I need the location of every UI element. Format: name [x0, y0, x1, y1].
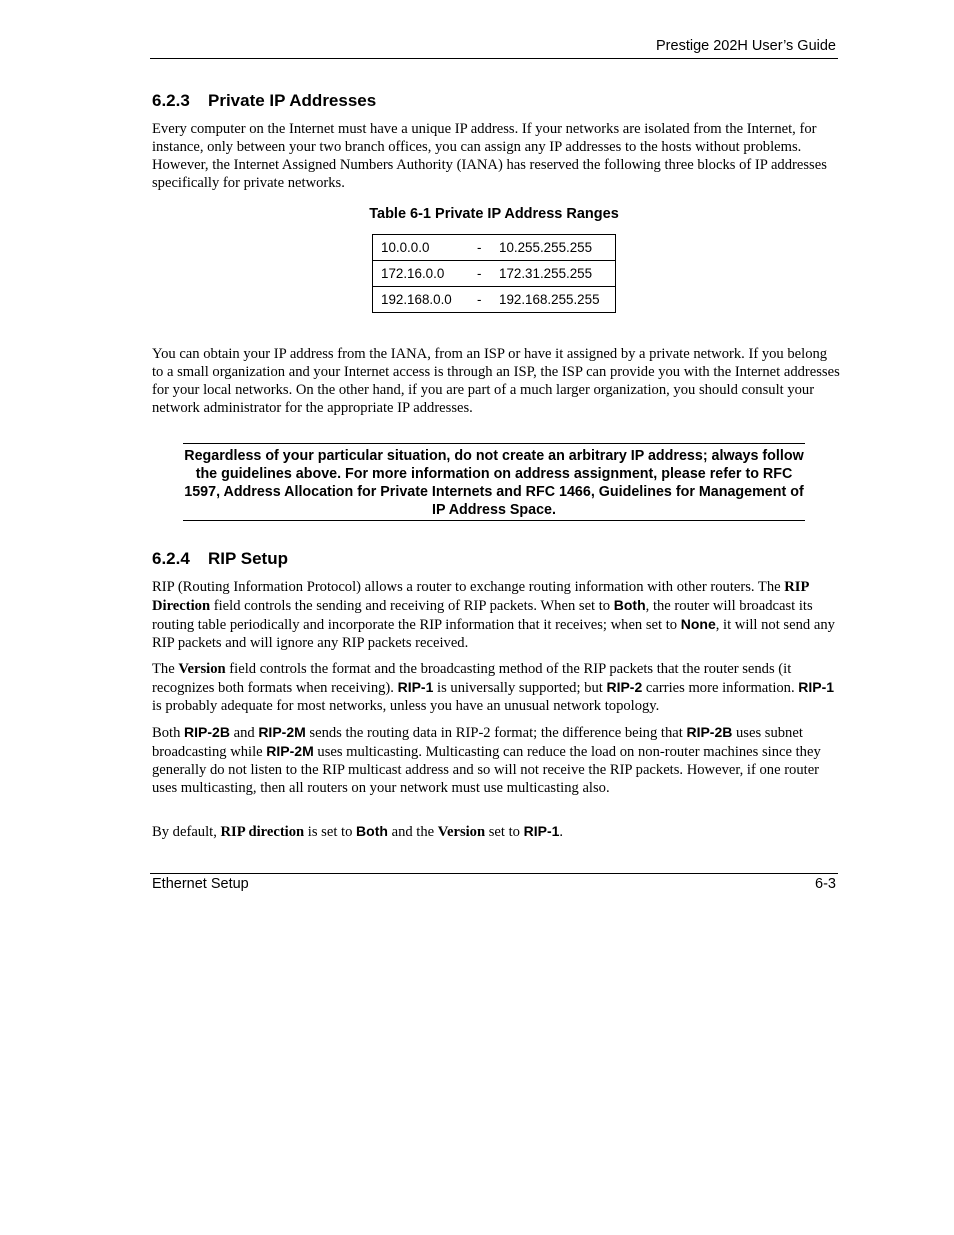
range-end: 172.31.255.255 — [499, 266, 593, 281]
text-run: and the — [387, 824, 438, 840]
range-separator: - — [477, 240, 482, 255]
section-number: 6.2.4 — [152, 549, 190, 568]
rip-2-paragraph — [152, 723, 842, 797]
option-both: Both — [356, 823, 388, 839]
field-name-rip-direction: RIP direction — [220, 824, 305, 840]
option-rip-1: RIP-1 — [798, 679, 835, 696]
text-run: carries more information. — [642, 680, 799, 697]
text-run: and — [229, 725, 259, 741]
header-rule — [150, 58, 838, 59]
field-name-rip-direction: RIP Direction — [152, 579, 809, 615]
footer-chapter-title: Ethernet Setup — [152, 876, 249, 892]
table-row — [373, 261, 616, 287]
text-run: uses multicasting. Multicasting can reduce the load on non-router machines since they generally do not listen to the RIP multicast address and so will not receive the RIP packets. However, if one router uses multicasting, then all routers on your network must use multicasting also. — [152, 744, 821, 797]
option-none: None — [680, 616, 716, 633]
default-paragraph — [152, 822, 842, 841]
text-run: Both — [152, 725, 185, 741]
text-run: is universally supported; but — [433, 680, 607, 697]
intro-paragraph: Every computer on the Internet must have a unique IP address. If your networks are isolated from the Internet, for instance, only between your two branch offices, you can assign any IP addresses to the hosts without problems. However, the Internet Assigned Numbers Authority (IANA) has reserved the following three blocks of IP addresses specifically for private networks. — [152, 121, 827, 192]
option-rip-2m: RIP-2M — [258, 724, 306, 740]
range-start: 10.0.0.0 — [381, 240, 430, 255]
option-rip-2m: RIP-2M — [266, 743, 314, 760]
section-title: Private IP Addresses — [208, 91, 377, 110]
field-name-version: Version — [437, 824, 486, 840]
text-run: is probably adequate for most networks, unless you have an unusual network topology. — [152, 698, 660, 715]
page-number: 6-3 — [815, 876, 836, 892]
text-run: sends the routing data in RIP-2 format; the difference being that — [305, 725, 687, 741]
text-run: By default, — [152, 824, 221, 840]
section-heading-private-ip — [152, 91, 376, 111]
running-header: Prestige 202H User’s Guide — [656, 38, 836, 54]
section-title: RIP Setup — [208, 549, 288, 568]
footer-rule — [150, 873, 838, 874]
text-run: RIP (Routing Information Protocol) allows a router to exchange routing information with other routers. The — [152, 579, 785, 595]
text-run: uses subnet broadcasting while — [152, 725, 803, 761]
range-end: 192.168.255.255 — [499, 292, 600, 307]
note-text: Regardless of your particular situation, do not create an arbitrary IP address; always follow the guidelines above. For more information on address assignment, please refer to RFC 1597, Address Allocation for Private Internets and RFC 1466, Guidelines for Management of IP Address Space. — [184, 448, 804, 518]
text-run: set to — [485, 824, 524, 840]
version-paragraph — [152, 660, 842, 715]
range-start: 172.16.0.0 — [381, 266, 445, 281]
option-rip-1: RIP-1 — [397, 679, 434, 696]
option-rip-1: RIP-1 — [523, 823, 560, 839]
rip-direction-paragraph — [152, 578, 842, 652]
range-separator: - — [477, 292, 482, 307]
option-rip-2: RIP-2 — [606, 679, 643, 696]
text-run: field controls the sending and receiving of RIP packets. When set to — [210, 598, 614, 615]
text-run: The — [152, 661, 179, 677]
range-end: 10.255.255.255 — [499, 240, 593, 255]
text-run: field controls the format and the broadcasting method of the RIP packets that the router sends (it recognizes both formats when receiving). — [152, 661, 792, 697]
text-run: , the router will broadcast its routing table periodically and incorporate the RIP information that it receives; when set to — [152, 598, 813, 634]
table-caption: Table 6-1 Private IP Address Ranges — [369, 206, 619, 222]
range-start: 192.168.0.0 — [381, 292, 452, 307]
text-run: is set to — [304, 824, 357, 840]
range-separator: - — [477, 266, 482, 281]
note-box — [183, 443, 805, 521]
section-number: 6.2.3 — [152, 91, 190, 110]
text-run: . — [559, 824, 564, 840]
text-run: , it will not send any RIP packets and will ignore any RIP packets received. — [152, 617, 835, 652]
option-rip-2b: RIP-2B — [184, 724, 230, 740]
section-heading-rip-setup — [152, 549, 288, 569]
option-both: Both — [613, 597, 646, 614]
ip-range-table — [372, 234, 616, 313]
field-name-version: Version — [178, 661, 226, 677]
obtain-ip-paragraph: You can obtain your IP address from the IANA, from an ISP or have it assigned by a private network. If you belong to a small organization and your Internet access is through an ISP, the ISP can provide you with the Internet addresses for your local networks. On the other hand, if you are part of a much larger organization, you should consult your network administrator for the appropriate IP addresses. — [152, 346, 840, 417]
table-row — [373, 235, 616, 261]
option-rip-2b: RIP-2B — [686, 724, 733, 740]
table-row — [373, 287, 616, 313]
